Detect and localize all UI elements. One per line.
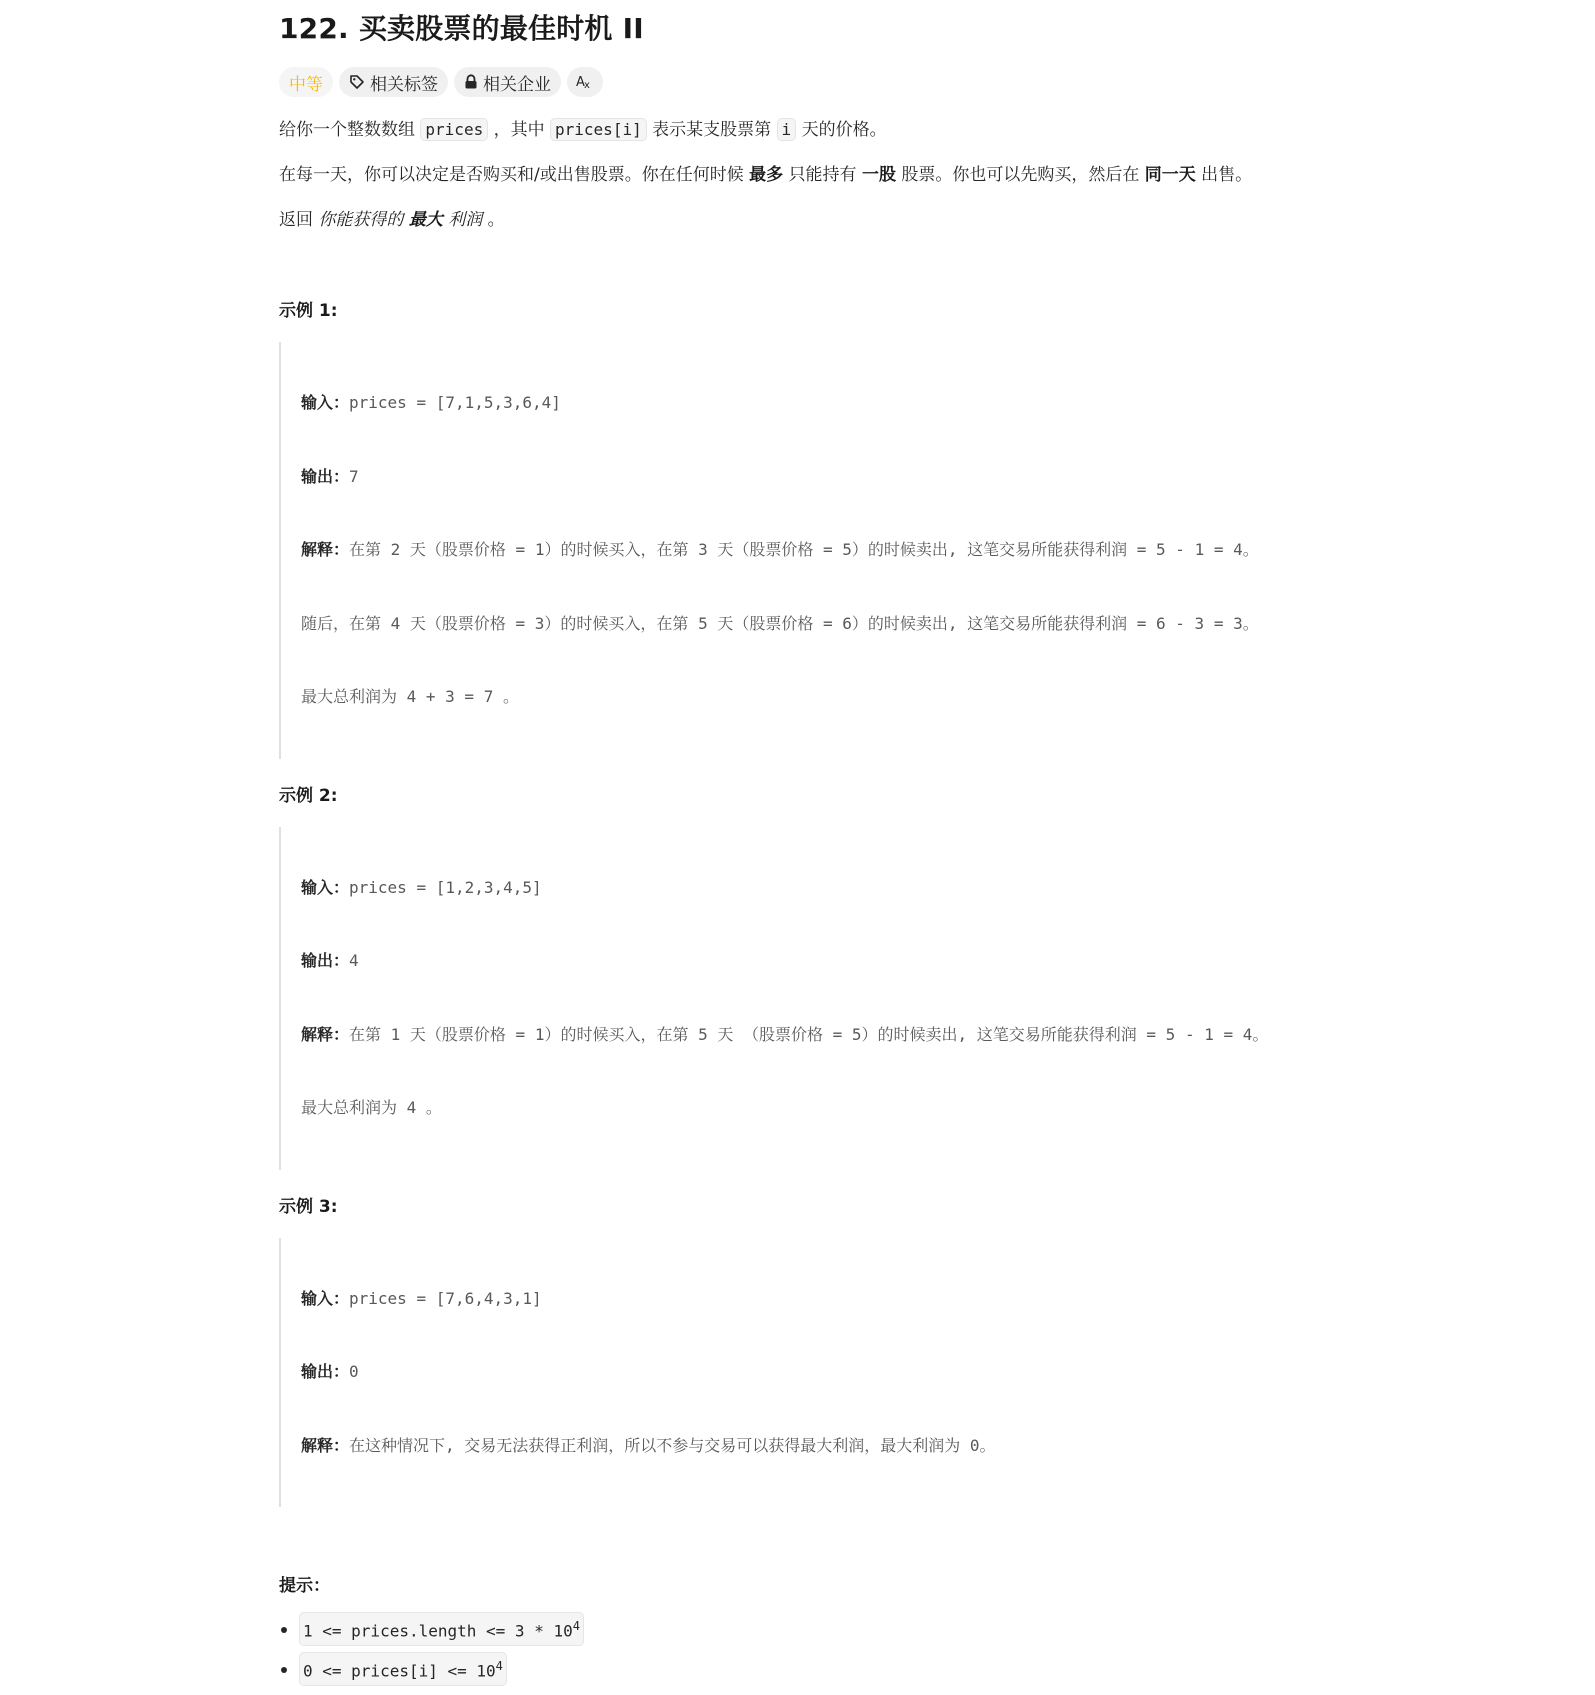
translate-button[interactable] — [567, 67, 603, 97]
example-3-title: 示例 3: — [279, 1196, 338, 1217]
problem-description — [279, 8, 1379, 1695]
example-2-block — [279, 827, 1379, 1170]
constraint-code — [299, 1612, 584, 1645]
constraint-text: 1 <= prices.length <= 3 * 10 — [303, 1621, 573, 1641]
example-explain-line: 最大总利润为 4 。 — [301, 1098, 442, 1117]
explain-label: 解释： — [301, 1024, 350, 1044]
text: 在每一天，你可以决定是否购买和/或出售股票。你在任何时候 — [279, 165, 750, 185]
constraints-list — [279, 1615, 1379, 1683]
explain-text: 在这种情况下, 交易无法获得正利润，所以不参与交易可以获得最大利润，最大利润为 0。 — [349, 1435, 996, 1455]
example-explain-line: 最大总利润为 4 + 3 = 7 。 — [301, 687, 519, 706]
description-paragraph-2 — [279, 161, 1379, 189]
problem-title: 122. 买卖股票的最佳时机 II — [279, 12, 644, 45]
related-tags-button[interactable] — [339, 67, 448, 97]
related-companies-button[interactable] — [454, 67, 561, 97]
text: 股票。你也可以先购买，然后在 — [895, 165, 1145, 185]
related-companies-label: 相关企业 — [483, 74, 551, 95]
tag-icon — [349, 74, 365, 90]
text: 表示某支股票第 — [646, 120, 777, 140]
explain-text: 在第 1 天（股票价格 = 1）的时候买入，在第 5 天 （股票价格 = 5）的时候卖出, 这笔交易所能获得利润 = 5 - 1 = 4。 — [349, 1024, 1269, 1044]
constraint-item — [279, 1615, 1379, 1643]
example-1-block — [279, 342, 1379, 759]
input-label: 输入： — [301, 1288, 350, 1308]
bold-text: 同一天 — [1144, 165, 1196, 185]
text: 只能持有 — [783, 165, 862, 185]
example-explain-line — [301, 538, 1379, 563]
example-output-line — [301, 465, 1379, 490]
bold-text: 一股 — [861, 165, 896, 185]
example-input-line — [301, 391, 1379, 416]
output-value: 7 — [349, 466, 359, 486]
superscript: 4 — [572, 1619, 580, 1634]
svg-text:A: A — [576, 75, 585, 90]
text: 出售。 — [1195, 165, 1253, 185]
text: 返回 — [279, 210, 319, 230]
lock-icon — [464, 74, 478, 90]
input-label: 输入： — [301, 877, 350, 897]
input-value: prices = [7,1,5,3,6,4] — [349, 393, 561, 412]
text: 天的价格。 — [796, 120, 887, 140]
example-3-block — [279, 1238, 1379, 1508]
example-2-title: 示例 2: — [279, 785, 338, 806]
output-value: 0 — [349, 1362, 359, 1381]
inline-code: prices — [420, 118, 488, 141]
text: ，其中 — [488, 120, 551, 140]
text: 。 — [482, 210, 505, 230]
input-value: prices = [1,2,3,4,5] — [349, 877, 542, 897]
italic-text: 利润 — [442, 210, 483, 230]
example-input-line — [301, 876, 1379, 901]
tag-row — [279, 67, 1379, 97]
inline-code: i — [777, 118, 797, 141]
text: 给你一个整数数组 — [279, 120, 421, 140]
input-label: 输入： — [301, 393, 350, 412]
output-value: 4 — [349, 951, 359, 970]
example-output-line — [301, 949, 1379, 974]
input-value: prices = [7,6,4,3,1] — [349, 1288, 542, 1308]
output-label: 输出： — [301, 1362, 350, 1381]
constraint-item — [279, 1655, 1379, 1683]
constraint-code — [299, 1652, 507, 1685]
example-input-line — [301, 1287, 1379, 1312]
explain-text: 在第 2 天（股票价格 = 1）的时候买入，在第 3 天（股票价格 = 5）的时候卖出, 这笔交易所能获得利润 = 5 - 1 = 4。 — [349, 540, 1259, 559]
superscript: 4 — [495, 1659, 503, 1674]
output-label: 输出： — [301, 466, 350, 486]
example-1-title: 示例 1: — [279, 301, 338, 321]
bold-text: 最多 — [749, 165, 784, 185]
constraint-text: 0 <= prices[i] <= 10 — [303, 1661, 496, 1681]
output-label: 输出： — [301, 951, 350, 970]
translate-icon — [576, 74, 594, 90]
bold-italic-text: 最大 — [408, 210, 443, 230]
explain-label: 解释： — [301, 540, 350, 559]
constraints-title: 提示： — [279, 1576, 330, 1596]
example-output-line — [301, 1360, 1379, 1385]
example-explain-line — [301, 1023, 1379, 1048]
related-tags-label: 相关标签 — [370, 74, 438, 95]
inline-code: prices[i] — [550, 118, 647, 141]
difficulty-badge: 中等 — [279, 67, 333, 97]
example-explain-line — [301, 1434, 1379, 1459]
svg-text:x: x — [584, 80, 590, 91]
italic-text: 你能获得的 — [318, 210, 409, 230]
explain-label: 解释： — [301, 1435, 350, 1455]
description-paragraph-1 — [279, 116, 1379, 144]
description-paragraph-3 — [279, 206, 1379, 234]
example-explain-line: 随后，在第 4 天（股票价格 = 3）的时候买入，在第 5 天（股票价格 = 6）的时候卖出, 这笔交易所能获得利润 = 6 - 3 = 3。 — [301, 613, 1259, 633]
